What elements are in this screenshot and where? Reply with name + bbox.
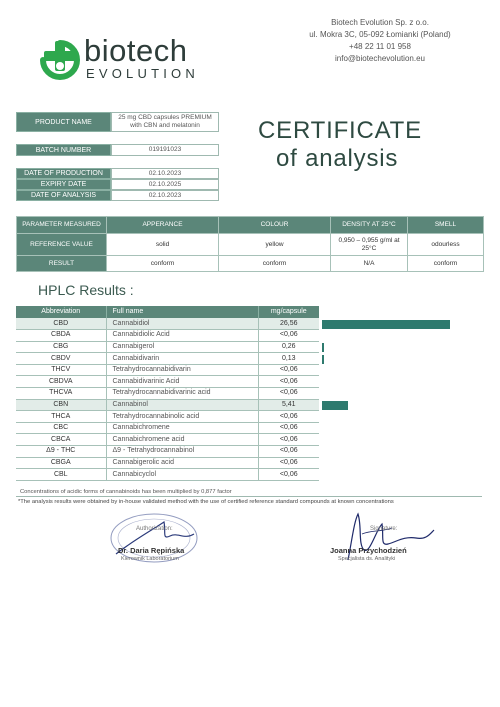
reference-colour: yellow (219, 234, 331, 256)
hplc-fullname: Tetrahydrocannabinolic acid (106, 411, 258, 423)
result-colour: conform (219, 256, 331, 272)
header-colour: COLOUR (219, 217, 331, 234)
company-name: Biotech Evolution Sp. z o.o. (331, 18, 429, 27)
parameter-table (16, 216, 484, 272)
company-email: info@biotechevolution.eu (335, 54, 425, 63)
signer-role: Specjalista ds. Analityki (338, 556, 396, 562)
batch-value: 019191023 (111, 144, 219, 156)
hplc-abbreviation: THCA (16, 411, 106, 423)
result-smell: conform (408, 256, 484, 272)
reference-density: 0,950 – 0,955 g/ml at 25°C (331, 234, 408, 256)
hplc-fullname: Cannabidivarin (106, 353, 258, 365)
company-phone: +48 22 11 01 958 (349, 42, 411, 51)
hplc-amount: 0,26 (258, 341, 319, 353)
hplc-abbreviation: CBDA (16, 330, 106, 342)
result-row (17, 256, 484, 272)
hplc-row (16, 341, 319, 353)
hplc-row (16, 457, 319, 469)
result-appearance: conform (107, 256, 219, 272)
biotech-logo-icon (40, 40, 80, 80)
hplc-abbreviation: THCV (16, 364, 106, 376)
company-street: ul. Mokra 3C, 05-092 Łomianki (Poland) (309, 30, 451, 39)
reference-appearance: solid (107, 234, 219, 256)
hplc-abbreviation: Δ9 - THC (16, 446, 106, 458)
hplc-fullname: Cannabidiol (106, 318, 258, 330)
hplc-abbreviation: THCVA (16, 388, 106, 400)
hplc-fullname: Cannabicyclol (106, 469, 258, 481)
result-label: RESULT (17, 256, 107, 272)
signer-name: Joanna Przychodzień (330, 546, 407, 555)
hplc-row (16, 318, 319, 330)
hplc-row (16, 411, 319, 423)
hplc-amount: <0,06 (258, 422, 319, 434)
hplc-fullname: Cannabigerolic acid (106, 457, 258, 469)
hplc-fullname: Cannabidiolic Acid (106, 330, 258, 342)
hplc-abbreviation: CBC (16, 422, 106, 434)
hplc-amount: <0,06 (258, 434, 319, 446)
analysis-date-label: DATE OF ANALYSIS (16, 190, 111, 201)
hplc-row (16, 446, 319, 458)
result-density: N/A (331, 256, 408, 272)
authorizer-name: Dr. Daria Rępińska (118, 546, 185, 555)
logo-wordmark-top: biotech (84, 33, 188, 68)
certificate-subtitle: of analysis (276, 145, 399, 172)
hplc-amount: <0,06 (258, 376, 319, 388)
hplc-row (16, 388, 319, 400)
hplc-amount: <0,06 (258, 411, 319, 423)
hplc-amount-bar (322, 320, 450, 329)
hplc-amount-bar (322, 401, 348, 410)
product-name-line2: with CBN and melatonin (130, 122, 200, 129)
hplc-amount-bar (322, 355, 324, 364)
hplc-title: HPLC Results : (38, 282, 134, 298)
hplc-amount: 5,41 (258, 399, 319, 411)
hplc-amount: <0,06 (258, 388, 319, 400)
hplc-abbreviation: CBL (16, 469, 106, 481)
hplc-row (16, 434, 319, 446)
hplc-row (16, 422, 319, 434)
hplc-amount: 0,13 (258, 353, 319, 365)
authorizer-role: Kierownik Laboratorium (121, 556, 179, 562)
certificate-title: CERTIFICATE (258, 117, 422, 144)
hplc-table (16, 306, 319, 481)
header-density: DENSITY AT 25°C (331, 217, 408, 234)
product-name-label: PRODUCT NAME (16, 112, 111, 132)
reference-label: REFERENCE VALUE (17, 234, 107, 256)
hplc-amount: <0,06 (258, 457, 319, 469)
hplc-fullname: Cannabichromene (106, 422, 258, 434)
hplc-row (16, 364, 319, 376)
hplc-fullname: Tetrahydrocannabidivarinic acid (106, 388, 258, 400)
hplc-abbreviation: CBN (16, 399, 106, 411)
hplc-fullname: Cannabigerol (106, 341, 258, 353)
hplc-row (16, 469, 319, 481)
hplc-fullname: Cannabinol (106, 399, 258, 411)
hplc-abbreviation: CBGA (16, 457, 106, 469)
expiry-date-label: EXPIRY DATE (16, 179, 111, 190)
hplc-amount: <0,06 (258, 469, 319, 481)
logo-wordmark-bottom: EVOLUTION (86, 66, 199, 81)
authorization-caption: Authorization: (136, 526, 173, 532)
expiry-date-value: 02.10.2025 (111, 179, 219, 190)
acidic-forms-note: Concentrations of acidic forms of cannabinoids has been multiplied by 0,877 factor (20, 489, 232, 495)
reference-smell: odourless (408, 234, 484, 256)
hplc-abbreviation: CBD (16, 318, 106, 330)
hplc-amount: <0,06 (258, 446, 319, 458)
hplc-abbreviation: CBCA (16, 434, 106, 446)
production-date-label: DATE OF PRODUCTION (16, 168, 111, 179)
hplc-row (16, 399, 319, 411)
hplc-row (16, 376, 319, 388)
hplc-amount: <0,06 (258, 330, 319, 342)
hplc-amount: 26,56 (258, 318, 319, 330)
hplc-amount-bar (322, 343, 324, 352)
batch-label: BATCH NUMBER (16, 144, 111, 156)
hplc-fullname: Cannabichromene acid (106, 434, 258, 446)
hplc-abbreviation: CBG (16, 341, 106, 353)
hplc-header-fullname: Full name (106, 306, 258, 318)
header-appearance: APPERANCE (107, 217, 219, 234)
parameter-header-row (17, 217, 484, 234)
production-date-value: 02.10.2023 (111, 168, 219, 179)
hplc-amount: <0,06 (258, 364, 319, 376)
reference-row (17, 234, 484, 256)
hplc-row (16, 330, 319, 342)
hplc-fullname: Cannabidivarinic Acid (106, 376, 258, 388)
hplc-header-amount: mg/capsule (258, 306, 319, 318)
hplc-fullname: Tetrahydrocannabidivarin (106, 364, 258, 376)
divider (16, 496, 482, 497)
hplc-header-abbreviation: Abbreviation (16, 306, 106, 318)
hplc-fullname: Δ9 - Tetrahydrocannabinol (106, 446, 258, 458)
method-note: *The analysis results were obtained by in-house validated method with the use of certified reference standard compounds at known concentrations (18, 499, 394, 505)
product-name-line1: 25 mg CBD capsules PREMIUM (118, 114, 212, 121)
signature-caption: Signature: (370, 526, 398, 532)
analysis-date-value: 02.10.2023 (111, 190, 219, 201)
hplc-abbreviation: CBDV (16, 353, 106, 365)
hplc-abbreviation: CBDVA (16, 376, 106, 388)
hplc-header-row (16, 306, 319, 318)
product-name-value (111, 112, 219, 132)
hplc-row (16, 353, 319, 365)
header-parameter: PARAMETER MEASURED (17, 217, 107, 234)
header-smell: SMELL (408, 217, 484, 234)
